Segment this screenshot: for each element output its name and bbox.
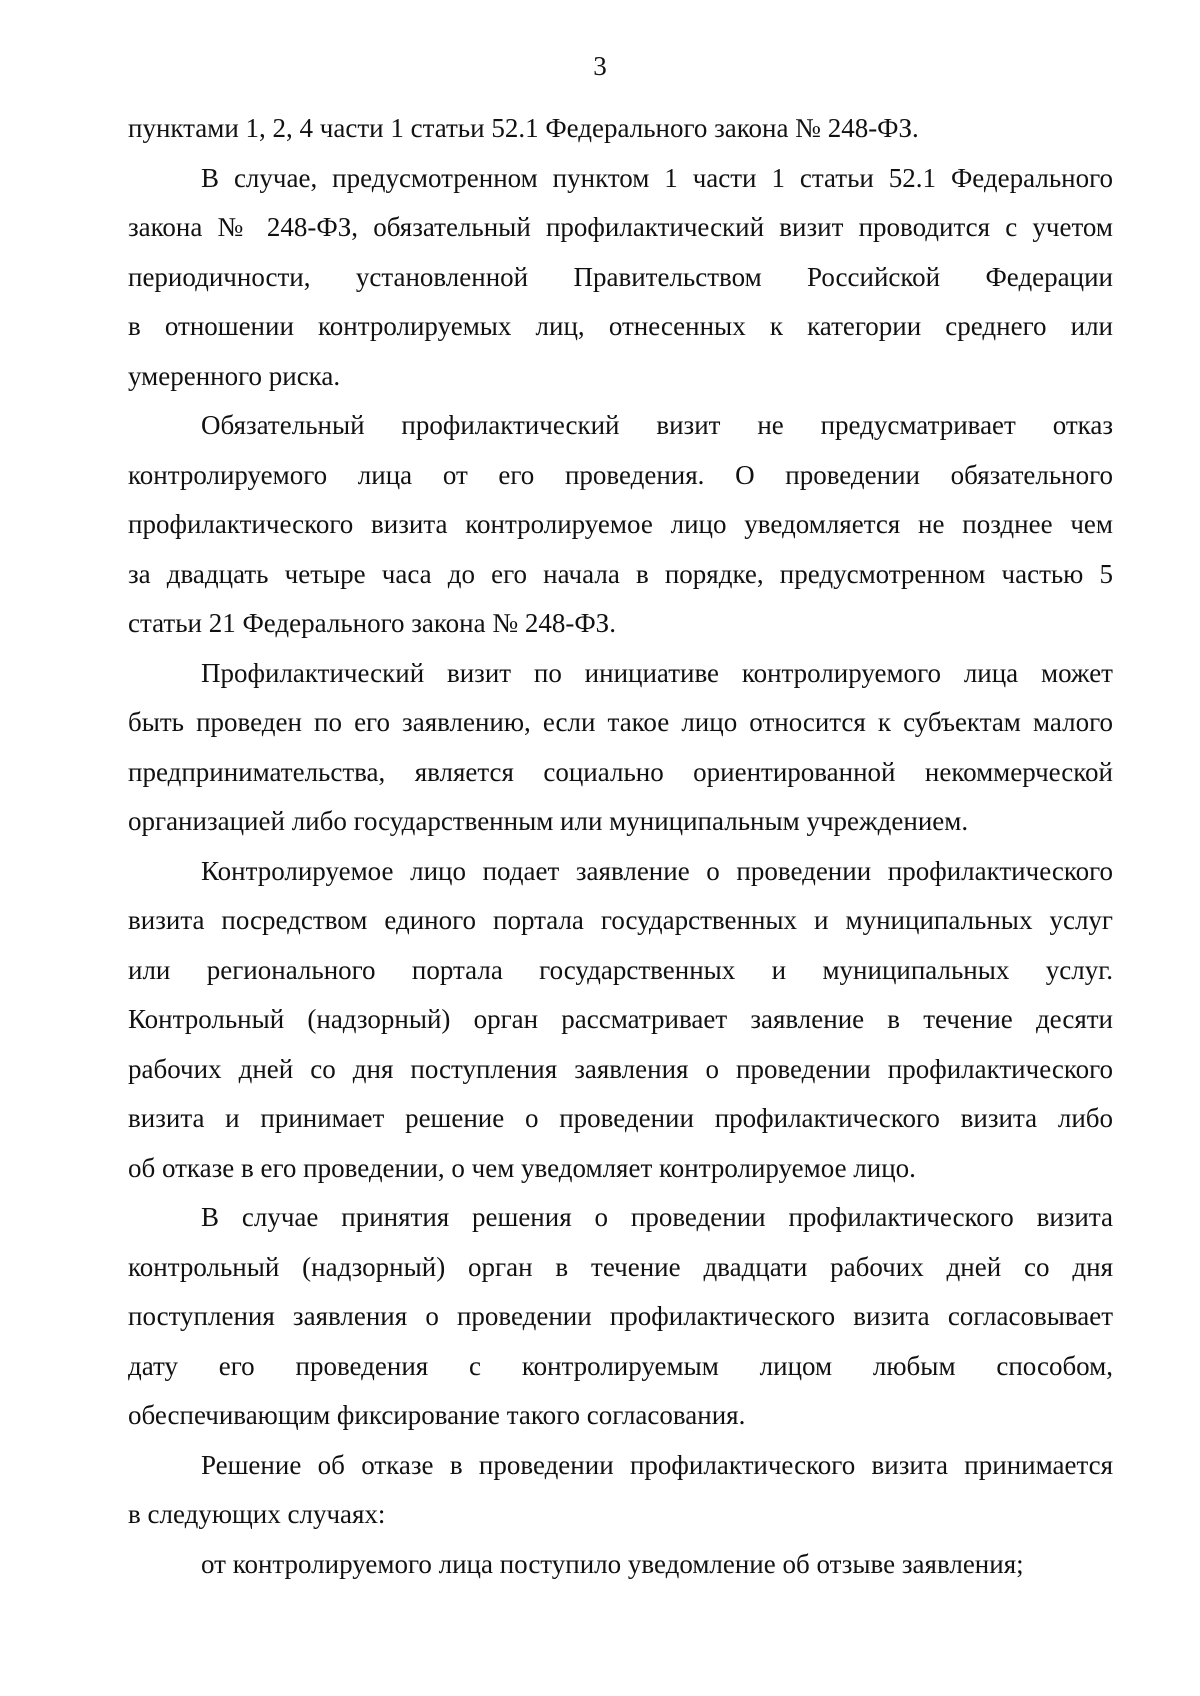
text-line: или регионального портала государственных и муниципальных услуг. (128, 954, 1113, 985)
text-line: Обязательный профилактический визит не предусматривает отказ (201, 410, 1113, 440)
text-line: обеспечивающим фиксирование такого согласования. (128, 1400, 746, 1430)
text-line: В случае принятия решения о проведении профилактического визита (201, 1202, 1113, 1232)
text-line: контролируемого лица от его проведения. О проведении обязательного (128, 459, 1113, 490)
page-number: 3 (593, 51, 607, 81)
text-line: Контролируемое лицо подает заявление о проведении профилактического (201, 855, 1113, 886)
text-line: поступления заявления о проведении профилактического визита согласовывает (128, 1301, 1113, 1331)
text-line: статьи 21 Федерального закона № 248-ФЗ. (128, 608, 616, 638)
text-line: визита и принимает решение о проведении профилактического визита либо (128, 1103, 1113, 1133)
text-line: дату его проведения с контролируемым лицом любым способом, (128, 1350, 1113, 1381)
text-line: закона № 248-ФЗ, обязательный профилактический визит проводится с учетом (128, 212, 1113, 242)
text-line: об отказе в его проведении, о чем уведомляет контролируемое лицо. (128, 1152, 916, 1183)
text-line: профилактического визита контролируемое лицо уведомляется не позднее чем (128, 509, 1113, 539)
text-line: быть проведен по его заявлению, если такое лицо относится к субъектам малого (128, 707, 1113, 737)
text-line: Контрольный (надзорный) орган рассматривает заявление в течение десяти (128, 1004, 1113, 1034)
text-line: В случае, предусмотренном пунктом 1 части 1 статьи 52.1 Федерального (201, 162, 1113, 193)
text-line: пунктами 1, 2, 4 части 1 статьи 52.1 Федерального закона № 248-ФЗ. (128, 113, 919, 143)
text-line: визита посредством единого портала государственных и муниципальных услуг (128, 905, 1113, 935)
text-line: за двадцать четыре часа до его начала в порядке, предусмотренном частью 5 (128, 558, 1113, 589)
text-line: рабочих дней со дня поступления заявления о проведении профилактического (128, 1053, 1113, 1084)
text-line: Решение об отказе в проведении профилактического визита принимается (201, 1449, 1113, 1480)
text-line: предпринимательства, является социально ориентированной некоммерческой (128, 756, 1113, 787)
text-line: в следующих случаях: (128, 1499, 386, 1529)
text-line: от контролируемого лица поступило уведомление об отзыве заявления; (201, 1548, 1024, 1579)
text-line: Профилактический визит по инициативе контролируемого лица может (201, 657, 1113, 688)
text-line: контрольный (надзорный) орган в течение двадцати рабочих дней со дня (128, 1251, 1113, 1282)
text-line: в отношении контролируемых лиц, отнесенных к категории среднего или (128, 311, 1113, 341)
text-line: периодичности, установленной Правительством Российской Федерации (128, 261, 1113, 292)
text-line: умеренного риска. (128, 360, 341, 391)
text-line: организацией либо государственным или муниципальным учреждением. (128, 806, 969, 836)
document-body (128, 104, 1113, 1589)
